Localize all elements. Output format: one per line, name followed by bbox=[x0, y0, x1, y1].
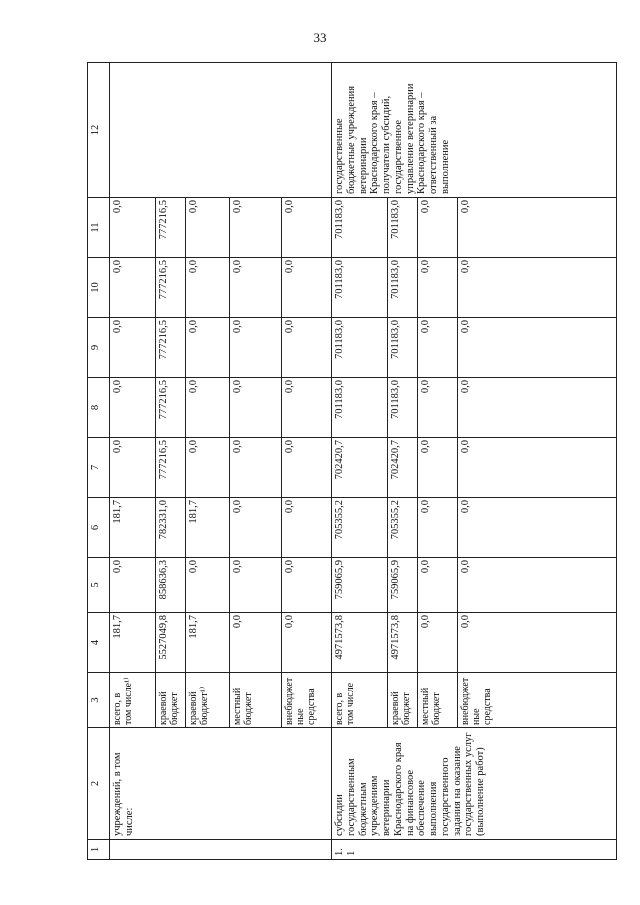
executor-cell: государственные бюджетные учреждения ветеринарии Краснодарского края – получатели субсидий, государственное управление ветеринарии Краснодарского края – ответственный за выполнение bbox=[332, 63, 617, 198]
value-cell: 181,7 bbox=[186, 498, 230, 558]
column-number: 6 bbox=[88, 498, 110, 558]
value-cell: 0,0 bbox=[230, 198, 282, 258]
value-cell: 0,0 bbox=[230, 378, 282, 438]
value-cell: 0,0 bbox=[458, 498, 617, 558]
value-cell: 4971573,8 bbox=[332, 613, 388, 673]
value-cell: 0,0 bbox=[418, 498, 458, 558]
value-cell: 701183,0 bbox=[388, 378, 418, 438]
value-cell: 777216,5 bbox=[156, 318, 186, 378]
executor-cell bbox=[110, 63, 332, 198]
page-number: 33 bbox=[313, 30, 327, 45]
value-cell: 0,0 bbox=[110, 558, 156, 613]
value-cell: 0,0 bbox=[458, 613, 617, 673]
value-cell: 701183,0 bbox=[388, 198, 418, 258]
source-cell: местный бюджет bbox=[418, 673, 458, 728]
value-cell: 0,0 bbox=[230, 318, 282, 378]
value-cell: 0,0 bbox=[458, 318, 617, 378]
value-cell: 777216,5 bbox=[156, 378, 186, 438]
value-cell: 0,0 bbox=[110, 198, 156, 258]
value-cell: 782331,0 bbox=[156, 498, 186, 558]
value-cell: 858636,3 bbox=[156, 558, 186, 613]
value-cell: 701183,0 bbox=[332, 258, 388, 318]
value-cell: 0,0 bbox=[458, 258, 617, 318]
value-cell: 0,0 bbox=[418, 438, 458, 498]
value-cell: 0,0 bbox=[282, 438, 332, 498]
value-cell: 0,0 bbox=[458, 378, 617, 438]
value-cell: 0,0 bbox=[110, 318, 156, 378]
column-number: 3 bbox=[88, 673, 110, 728]
value-cell: 0,0 bbox=[230, 613, 282, 673]
column-number: 12 bbox=[88, 63, 110, 198]
value-cell: 701183,0 bbox=[332, 378, 388, 438]
value-cell: 5527049,8 bbox=[156, 613, 186, 673]
column-number: 10 bbox=[88, 258, 110, 318]
value-cell: 0,0 bbox=[230, 498, 282, 558]
table-row bbox=[110, 63, 156, 860]
table-row bbox=[332, 63, 388, 860]
rotated-table-frame bbox=[87, 63, 616, 860]
value-cell: 777216,5 bbox=[156, 198, 186, 258]
value-cell: 0,0 bbox=[186, 318, 230, 378]
value-cell: 0,0 bbox=[186, 198, 230, 258]
value-cell: 705355,2 bbox=[388, 498, 418, 558]
column-number: 2 bbox=[88, 728, 110, 840]
value-cell: 759065,9 bbox=[388, 558, 418, 613]
source-cell: всего, в том числе¹⁾ bbox=[110, 673, 156, 728]
source-cell: краевой бюджет bbox=[156, 673, 186, 728]
measure-title: учреждений, в том числе: bbox=[110, 728, 332, 840]
value-cell: 0,0 bbox=[186, 438, 230, 498]
value-cell: 702420,7 bbox=[332, 438, 388, 498]
value-cell: 0,0 bbox=[282, 613, 332, 673]
source-cell: всего, в том числе bbox=[332, 673, 388, 728]
value-cell: 701183,0 bbox=[332, 198, 388, 258]
column-number: 9 bbox=[88, 318, 110, 378]
value-cell: 705355,2 bbox=[332, 498, 388, 558]
value-cell: 0,0 bbox=[282, 318, 332, 378]
row-number-cell: 1.1 bbox=[332, 840, 617, 860]
value-cell: 701183,0 bbox=[332, 318, 388, 378]
value-cell: 0,0 bbox=[110, 258, 156, 318]
value-cell: 0,0 bbox=[458, 438, 617, 498]
value-cell: 0,0 bbox=[110, 378, 156, 438]
rotated-table-wrapper bbox=[87, 63, 616, 860]
value-cell: 0,0 bbox=[230, 558, 282, 613]
source-cell: краевой бюджет bbox=[388, 673, 418, 728]
value-cell: 0,0 bbox=[230, 438, 282, 498]
value-cell: 702420,7 bbox=[388, 438, 418, 498]
value-cell: 0,0 bbox=[110, 438, 156, 498]
source-cell: внебюджетные средства bbox=[282, 673, 332, 728]
value-cell: 0,0 bbox=[282, 498, 332, 558]
row-number-cell bbox=[110, 840, 332, 860]
value-cell: 0,0 bbox=[186, 558, 230, 613]
value-cell: 0,0 bbox=[282, 258, 332, 318]
value-cell: 181,7 bbox=[186, 613, 230, 673]
column-number: 4 bbox=[88, 613, 110, 673]
value-cell: 701183,0 bbox=[388, 318, 418, 378]
value-cell: 0,0 bbox=[418, 198, 458, 258]
value-cell: 0,0 bbox=[418, 258, 458, 318]
value-cell: 0,0 bbox=[418, 558, 458, 613]
value-cell: 0,0 bbox=[418, 378, 458, 438]
value-cell: 4971573,8 bbox=[388, 613, 418, 673]
value-cell: 0,0 bbox=[186, 378, 230, 438]
source-cell: местный бюджет bbox=[230, 673, 282, 728]
value-cell: 0,0 bbox=[186, 258, 230, 318]
column-number: 11 bbox=[88, 198, 110, 258]
value-cell: 0,0 bbox=[418, 613, 458, 673]
measure-title: субсидии государственным бюджетным учреждениям ветеринарии Краснодарского края на финансовое обеспечение выполнения государственного задания на оказание государственных услуг (выполнение работ) bbox=[332, 728, 617, 840]
value-cell: 777216,5 bbox=[156, 438, 186, 498]
source-cell: краевой бюджет¹⁾ bbox=[186, 673, 230, 728]
value-cell: 181,7 bbox=[110, 498, 156, 558]
column-number: 5 bbox=[88, 558, 110, 613]
value-cell: 0,0 bbox=[458, 198, 617, 258]
source-cell: внебюджетные средства bbox=[458, 673, 617, 728]
value-cell: 0,0 bbox=[458, 558, 617, 613]
column-number: 8 bbox=[88, 378, 110, 438]
value-cell: 0,0 bbox=[418, 318, 458, 378]
budget-table bbox=[87, 62, 617, 860]
column-number: 7 bbox=[88, 438, 110, 498]
column-number: 1 bbox=[88, 840, 110, 860]
value-cell: 0,0 bbox=[282, 198, 332, 258]
value-cell: 777216,5 bbox=[156, 258, 186, 318]
value-cell: 0,0 bbox=[230, 258, 282, 318]
value-cell: 181,7 bbox=[110, 613, 156, 673]
value-cell: 0,0 bbox=[282, 558, 332, 613]
column-numbers-row bbox=[88, 63, 110, 860]
value-cell: 701183,0 bbox=[388, 258, 418, 318]
value-cell: 0,0 bbox=[282, 378, 332, 438]
value-cell: 759065,9 bbox=[332, 558, 388, 613]
